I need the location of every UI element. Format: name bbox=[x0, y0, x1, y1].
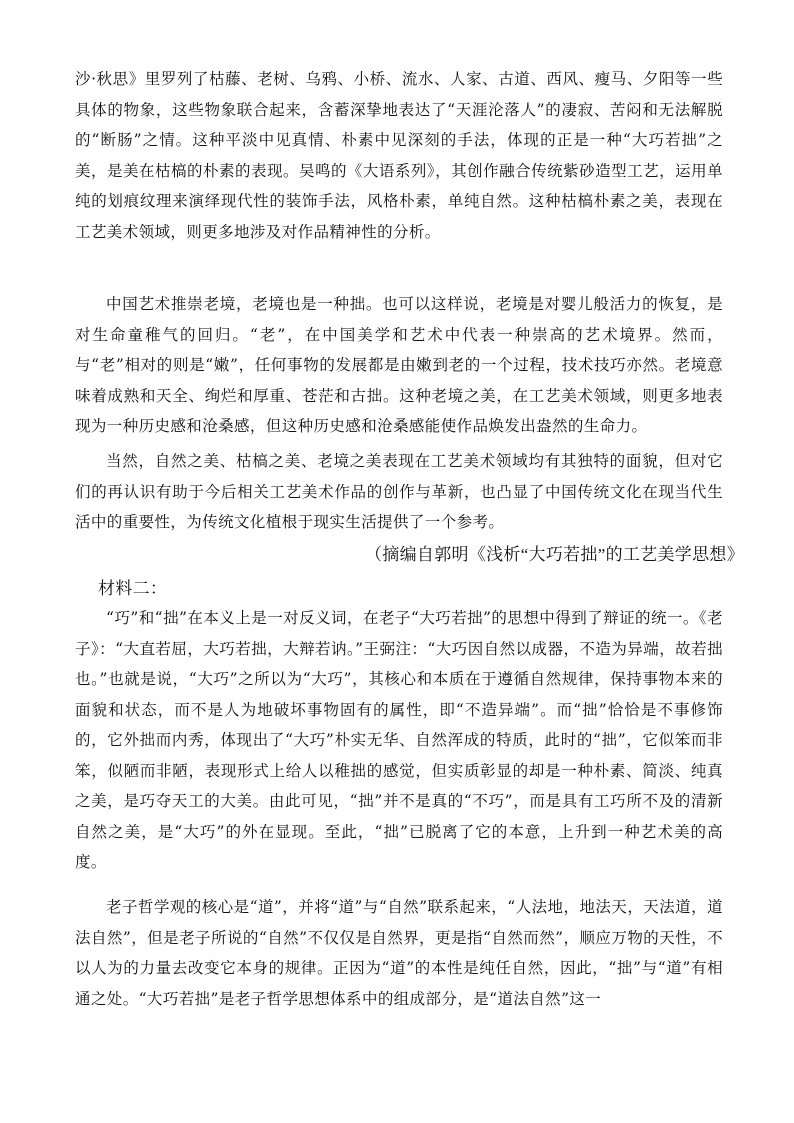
body-paragraph: “巧”和“拙”在本义上是一对反义词，在老子“大巧若拙”的思想中得到了辩证的统一。《老子》：“大直若屈，大巧若拙，大辩若讷。”王弼注：“大巧因自然以成器，不造为异端，故若拙也。”也就是说，“大巧”之所以为“大巧”，其核心和本质在于遵循自然规律，保持事物本来的面貌和状态，而不是人为地破坏事物固有的属性，即“不造异端”。而“拙”恰恰是不事修饰的，它外拙而内秀，体现出了“大巧”朴实无华、自然浑成的特质，此时的“拙”，它似笨而非笨，似陋而非陋，表现形式上给人以稚拙的感觉，但实质彰显的却是一种朴素、简淡、纯真之美，是巧夺天工的大美。由此可见，“拙”并不是真的“不巧”，而是具有工巧所不及的清新自然之美，是“大巧”的外在显现。至此，“拙”已脱离了它的本意，上升到一种艺术美的高度。 bbox=[75, 609, 723, 871]
body-paragraph: 中国艺术推崇老境，老境也是一种拙。也可以这样说，老境是对婴儿般活力的恢复，是对生命童稚气的回归。“老”，在中国美学和艺术中代表一种崇高的艺术境界。然而，与“老”相对的则是“嫩”，任何事物的发展都是由嫩到老的一个过程，技术技巧亦然。老境意味着成熟和天全、绚烂和厚重、苍茫和古拙。这种老境之美，在工艺美术领域，则更多地表现为一种历史感和沧桑感，但这种历史感和沧桑感能使作品焕发出盎然的生命力。 bbox=[75, 295, 723, 435]
section-heading: 材料二： bbox=[98, 579, 168, 598]
source-citation: （摘编自郭明《浅析“大巧若拙”的工艺美学思想》 bbox=[365, 545, 744, 564]
body-paragraph: 当然，自然之美、枯槁之美、老境之美表现在工艺美术领域均有其独特的面貌，但对它们的再认识有助于今后相关工艺美术作品的创作与革新，也凸显了中国传统文化在现当代生活中的重要性，为传统文化植根于现实生活提供了一个参考。 bbox=[75, 452, 723, 531]
body-paragraph: 沙·秋思》里罗列了枯藤、老树、乌鸦、小桥、流水、人家、古道、西风、瘦马、夕阳等一些具体的物象，这些物象联合起来，含蓄深挚地表达了“天涯沦落人”的凄寂、苦闷和无法解脱的“断肠”之情。这种平淡中见真情、朴素中见深刻的手法，体现的正是一种“大巧若拙”之美，是美在枯槁的朴素的表现。吴鸣的《大语系列》，其创作融合传统紫砂造型工艺，运用单纯的划痕纹理来演绎现代性的装饰手法，风格朴素，单纯自然。这种枯槁朴素之美，表现在工艺美术领域，则更多地涉及对作品精神性的分析。 bbox=[75, 70, 723, 241]
body-paragraph: 老子哲学观的核心是“道”，并将“道”与“自然”联系起来，“人法地，地法天，天法道，道法自然”，但是老子所说的“自然”不仅仅是自然界，更是指“自然而然”，顺应万物的天性，不以人为的力量去改变它本身的规律。正因为“道”的本性是纯任自然，因此，“拙”与“道”有相通之处。“大巧若拙”是老子哲学思想体系中的组成部分，是“道法自然”这一 bbox=[75, 898, 723, 1008]
